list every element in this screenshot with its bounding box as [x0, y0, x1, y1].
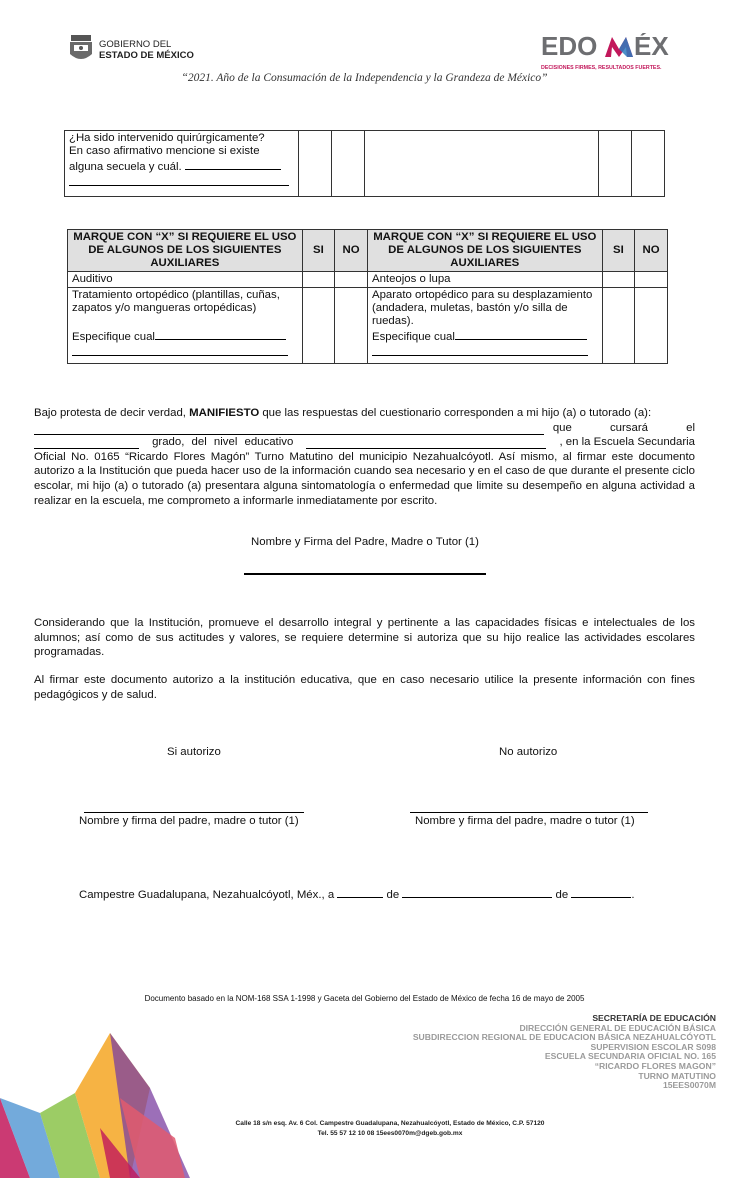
aux-no-header-left: NO	[335, 230, 368, 272]
footer-contact: Tel. 55 57 12 10 08 15ees0070m@dgeb.gob.mx	[317, 1130, 463, 1137]
aux-no-header-right: NO	[635, 230, 668, 272]
footer-line-subdireccion: SUBDIRECCION REGIONAL DE EDUCACION BÁSICA NEZAHUALCÓYOTL	[412, 1032, 716, 1043]
student-name-line[interactable]	[34, 423, 544, 435]
authorize-no-label: No autorizo	[499, 746, 558, 758]
surgery-no-cell[interactable]	[331, 131, 364, 197]
authorize-no-signature-line[interactable]	[410, 812, 648, 813]
gov-logo-line1: GOBIERNO DEL	[99, 39, 172, 50]
year-field[interactable]	[571, 886, 631, 898]
aux-si-header-right: SI	[602, 230, 635, 272]
authorize-yes-signature-label: Nombre y firma del padre, madre o tutor (1)	[79, 815, 299, 827]
aux-header-left: MARQUE CON “X” SI REQUIERE EL USO DE ALGUNOS DE LOS SIGUIENTES AUXILIARES	[68, 230, 303, 272]
declaration-paragraph	[34, 406, 695, 508]
aux-specify-right-line[interactable]	[455, 328, 587, 340]
declaration-manifiesto: MANIFIESTO	[189, 407, 260, 419]
footer-line-turno: TURNO MATUTINO	[638, 1070, 716, 1081]
consider-paragraph: Considerando que la Institución, promueve el desarrollo integral y pertinente a las capacidades físicas e intelectuales de los alumnos; así como de sus actitudes y valores, se requiere determine si autoriza que su hijo realice las actividades escolares programadas.	[34, 617, 695, 659]
aux-row2-left: Tratamiento ortopédico (plantillas, cuñas, zapatos y/o mangueras ortopédicas)	[72, 289, 280, 314]
footer-line-secretaria: SECRETARÍA DE EDUCACIÓN	[592, 1013, 716, 1023]
aux-row2-left-no[interactable]	[335, 288, 368, 364]
surgery-table	[64, 130, 665, 197]
footer-institution-block	[330, 1014, 716, 1091]
surgery-blank-cell	[364, 131, 598, 197]
surgery-si-cell[interactable]	[298, 131, 331, 197]
aux-row1-right-si[interactable]	[602, 272, 635, 288]
authorize-yes-signature-line[interactable]	[84, 812, 304, 813]
parent-signature-label: Nombre y Firma del Padre, Madre o Tutor (1)	[251, 536, 479, 548]
grade-line[interactable]	[34, 437, 139, 449]
footer-line-supervision: SUPERVISION ESCOLAR S098	[590, 1041, 716, 1052]
auxiliaries-table	[67, 229, 668, 364]
gov-logo-line2: ESTADO DE MÉXICO	[99, 49, 194, 61]
aux-si-header-left: SI	[302, 230, 335, 272]
aux-specify-left: Especifique cual	[72, 331, 155, 343]
surgery-question-line1: ¿Ha sido intervenido quirúrgicamente?	[69, 132, 265, 144]
aux-row2-right-no[interactable]	[635, 288, 668, 364]
edomex-tagline: DECISIONES FIRMES, RESULTADOS FUERTES.	[541, 65, 662, 71]
declaration-rest: Oficial No. 0165 “Ricardo Flores Magón” Turno Matutino del municipio Nezahualcóyotl. Así mismo, al firmar este documento autorizo a la Institución que pueda hacer uso de la información cuando sea necesario y en el caso de que durante el presente ciclo escolar, mi hijo (a) o tutorado (a) presentara alguna sintomatología o enfermedad que limite su desempeño en alguna actividad a realizar en la escuela, me comprometo a informarle inmediatamente por escrito.	[34, 450, 695, 507]
authorize-yes-label: Si autorizo	[167, 746, 221, 758]
declaration-grado: grado, del nivel educativo	[152, 436, 294, 449]
place-text: Campestre Guadalupana, Nezahualcóyotl, Méx., a	[79, 889, 335, 901]
surgery-answer-line-2[interactable]	[69, 174, 289, 186]
footer-address: Calle 18 s/n esq. Av. 6 Col. Campestre Guadalupana, Nezahualcóyotl, Estado de México, C.P. 57120	[235, 1120, 545, 1127]
svg-text:ÉX: ÉX	[634, 33, 669, 59]
authorize-paragraph: Al firmar este documento autorizo a la institución educativa, que en caso necesario utilice la presente información con fines pedagógicos y de salud.	[34, 674, 695, 701]
authorize-no-signature-label: Nombre y firma del padre, madre o tutor (1)	[415, 815, 635, 827]
aux-row1-left: Auditivo	[68, 272, 303, 288]
declaration-que-cursara: que cursará el	[552, 421, 695, 434]
footer-line-nombre: “RICARDO FLORES MAGON”	[594, 1060, 716, 1071]
aux-specify-left-line[interactable]	[155, 328, 286, 340]
aux-row2-left-si[interactable]	[302, 288, 335, 364]
surgery-question-line3: alguna secuela y cuál.	[69, 161, 182, 173]
edomex-logo	[541, 33, 691, 69]
declaration-intro-pre: Bajo protesta de decir verdad,	[34, 407, 190, 419]
footer-line-direccion: DIRECCIÓN GENERAL DE EDUCACIÓN BÁSICA	[519, 1022, 716, 1033]
declaration-escuela: , en la Escuela Secundaria	[559, 436, 695, 449]
footer-line-escuela: ESCUELA SECUNDARIA OFICIAL NO. 165	[544, 1051, 716, 1062]
aux-row1-right-no[interactable]	[635, 272, 668, 288]
footer-graphic	[0, 1028, 190, 1178]
de-text-2: de	[555, 889, 569, 901]
aux-specify-right: Especifique cual	[371, 331, 455, 343]
government-logo-text	[99, 40, 194, 61]
education-level-line[interactable]	[306, 437, 546, 449]
parent-signature-line[interactable]	[244, 573, 486, 575]
declaration-intro-post: que las respuestas del cuestionario corresponden a mi hijo (a) o tutorado (a):	[259, 407, 652, 419]
aux-specify-right-line-2[interactable]	[372, 344, 588, 356]
de-text-1: de	[386, 889, 400, 901]
aux-row1-left-si[interactable]	[302, 272, 335, 288]
aux-header-right: MARQUE CON “X” SI REQUIERE EL USO DE ALGUNOS DE LOS SIGUIENTES AUXILIARES	[367, 230, 602, 272]
surgery-answer-line[interactable]	[185, 158, 281, 170]
aux-row2-right-si[interactable]	[602, 288, 635, 364]
surgery-si-cell-2[interactable]	[599, 131, 632, 197]
footer-note: Documento basado en la NOM-168 SSA 1-1998 y Gaceta del Gobierno del Estado de México de fecha 16 de mayo de 2005	[144, 994, 585, 1003]
svg-text:EDO: EDO	[541, 33, 598, 59]
surgery-question-line2: En caso afirmativo mencione si existe	[69, 145, 260, 157]
month-field[interactable]	[402, 886, 552, 898]
header-motto: “2021. Año de la Consumación de la Independencia y la Grandeza de México”	[181, 72, 548, 84]
aux-row1-left-no[interactable]	[335, 272, 368, 288]
surgery-no-cell-2[interactable]	[632, 131, 665, 197]
aux-row1-right: Anteojos o lupa	[367, 272, 602, 288]
footer-line-clave: 15EES0070M	[662, 1080, 716, 1091]
day-field[interactable]	[337, 886, 383, 898]
place-date-line	[79, 886, 635, 901]
place-date-end: .	[631, 889, 635, 901]
government-seal-logo	[68, 34, 94, 64]
aux-specify-left-line-2[interactable]	[72, 344, 288, 356]
aux-row2-right: Aparato ortopédico para su desplazamiento (andadera, muletas, bastón y/o silla de ruedas).	[371, 289, 593, 327]
